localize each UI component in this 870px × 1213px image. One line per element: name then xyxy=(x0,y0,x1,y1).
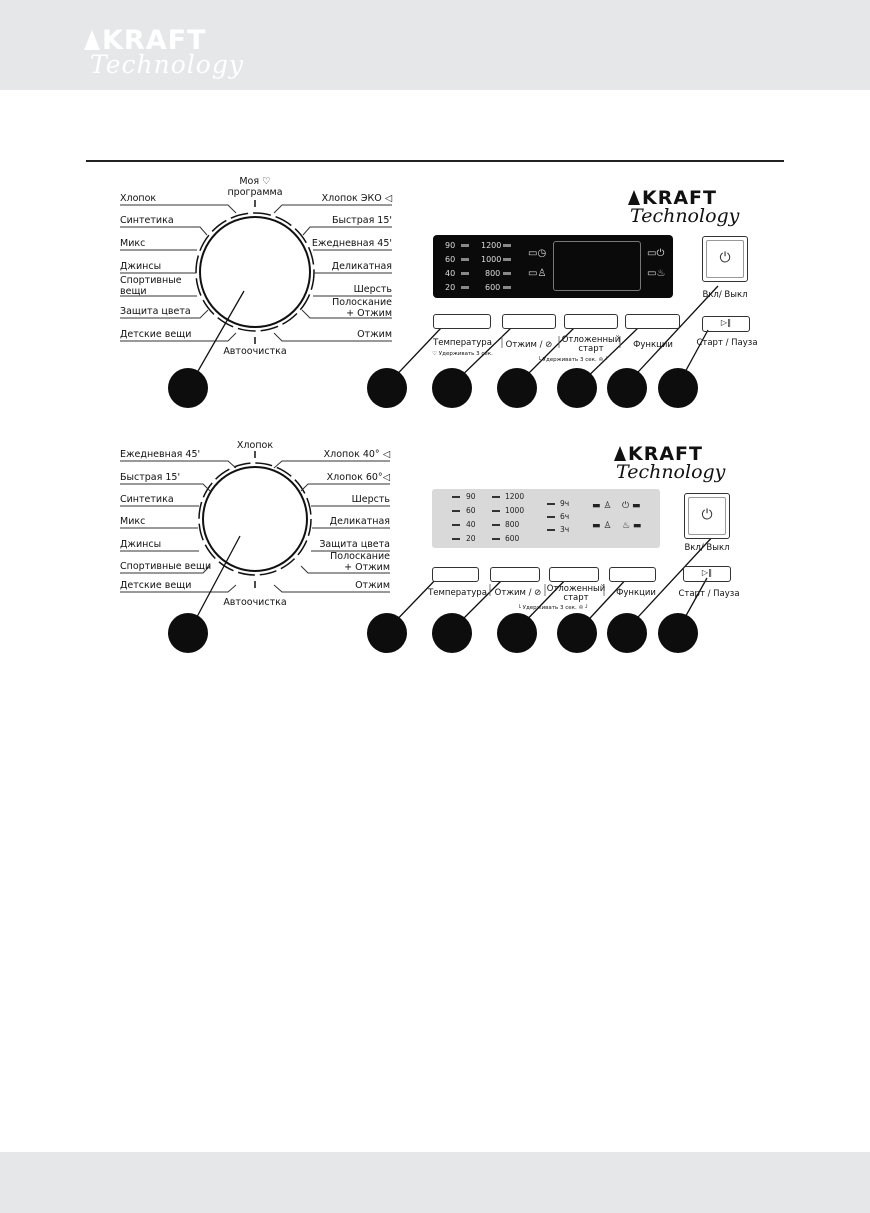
temp-indicator: 60 xyxy=(466,506,476,515)
led xyxy=(452,510,460,512)
play-pause-icon: ▷‖ xyxy=(701,568,713,577)
logo-word: KRAFT xyxy=(642,187,717,209)
child-lock-icon: ▭♙ xyxy=(528,268,547,279)
callout-marker xyxy=(367,613,407,653)
delay-indicator: 6ч xyxy=(560,512,570,521)
callout-marker xyxy=(497,613,537,653)
panel1-dial-bottom-label: Автоочистка xyxy=(223,346,287,357)
panel1-program-left: Микс xyxy=(120,238,146,249)
callout-marker xyxy=(658,613,698,653)
panel2-dial-bottom-label: Автоочистка xyxy=(223,597,287,608)
temperature-label: Температура xyxy=(428,588,487,598)
temp-indicator: 90 xyxy=(466,492,476,501)
power-button[interactable] xyxy=(684,493,730,539)
callout-marker xyxy=(168,613,208,653)
delay-indicator: 3ч xyxy=(560,525,570,534)
panel1-program-right: Быстрая 15' xyxy=(331,215,392,226)
panel2-brand-logo xyxy=(614,443,734,491)
panel2-dial-top-label: Хлопок xyxy=(236,440,274,451)
panel2-program-right: Шерсть xyxy=(351,494,390,505)
logo-script: Technology xyxy=(616,461,726,483)
panel1-program-right: Ежедневная 45' xyxy=(311,238,392,249)
panel1-program-left: Спортивные вещи xyxy=(120,275,182,297)
delay-clock-icon: ▭◷ xyxy=(528,248,547,259)
panel1-program-right: Шерсть xyxy=(353,284,392,295)
spin-button[interactable] xyxy=(490,567,540,582)
led xyxy=(452,496,460,498)
led xyxy=(452,538,460,540)
led xyxy=(452,524,460,526)
temperature-button[interactable] xyxy=(432,567,479,582)
led xyxy=(547,503,555,505)
temp-indicator: 90 xyxy=(445,241,456,250)
panel1-program-left: Защита цвета xyxy=(120,306,191,317)
functions-button[interactable] xyxy=(609,567,656,582)
logo-script: Technology xyxy=(90,50,244,79)
delay-start-button[interactable] xyxy=(549,567,599,582)
start-pause-label: Старт / Пауза xyxy=(696,338,758,348)
spin-indicator: 600 xyxy=(485,283,501,292)
power-indicator-icon: ▭⏻ xyxy=(647,248,665,259)
led xyxy=(547,529,555,531)
panel1-program-right: Отжим xyxy=(357,329,392,340)
spin-indicator: 1000 xyxy=(481,255,502,264)
spin-indicator: 800 xyxy=(485,269,501,278)
delay-hint: └ Удерживать 3 сек. ♔ ┘ xyxy=(537,357,609,363)
temp-indicator: 20 xyxy=(445,283,456,292)
panel2-program-left: Синтетика xyxy=(120,494,174,505)
spin-indicator: 800 xyxy=(505,520,520,529)
led xyxy=(547,516,555,518)
panel2-program-right: Защита цвета xyxy=(319,539,390,550)
panel2-program-right: Деликатная xyxy=(329,516,390,527)
panel2-program-right: Хлопок 40° ◁ xyxy=(323,449,390,460)
rinse-indicator-icon: ♨ ▬ xyxy=(622,521,642,531)
panel2-program-left: Ежедневная 45' xyxy=(120,449,201,460)
temperature-label: Температура xyxy=(433,338,492,348)
power-icon: ⏻ xyxy=(701,507,713,523)
spin-label: Отжим / ⊘ xyxy=(505,340,553,350)
led xyxy=(492,524,500,526)
footer-band xyxy=(0,1152,870,1213)
panel1-dial-top-label: Моя ♡ программа xyxy=(227,176,283,198)
spin-label: Отжим / ⊘ xyxy=(494,588,542,598)
led xyxy=(492,538,500,540)
delay-hint: └ Удерживать 3 сек. ♔ ┘ xyxy=(517,605,589,611)
panel1-program-left: Синтетика xyxy=(120,215,174,226)
panel2-program-left: Джинсы xyxy=(120,539,162,550)
panel2-program-left: Быстрая 15' xyxy=(120,472,181,483)
functions-label: Функции xyxy=(616,588,656,598)
callout-marker xyxy=(557,613,597,653)
child-lock-icon: ▬ ♙ xyxy=(592,501,612,511)
temp-indicator: 60 xyxy=(445,255,456,264)
led xyxy=(492,496,500,498)
panel2-program-left: Спортивные вещи xyxy=(120,561,212,572)
start-pause-button[interactable] xyxy=(683,566,731,582)
panel1-program-left: Детские вещи xyxy=(120,329,192,340)
functions-label: Функции xyxy=(633,340,673,350)
panel1-program-left: Джинсы xyxy=(120,261,162,272)
spin-indicator: 1000 xyxy=(505,506,525,515)
power-icon: ⏻ xyxy=(719,250,731,266)
callout-marker xyxy=(607,613,647,653)
panel2-program-left: Микс xyxy=(120,516,146,527)
play-pause-icon: ▷‖ xyxy=(720,318,732,327)
panel1-program-right: Хлопок ЭКО ◁ xyxy=(321,193,392,204)
logo-script: Technology xyxy=(630,205,740,227)
delay-label: Отложенный старт xyxy=(546,584,606,603)
power-label: Вкл/ Выкл xyxy=(702,290,748,300)
start-pause-label: Старт / Пауза xyxy=(678,589,740,599)
panel1-program-right: Деликатная xyxy=(331,261,392,272)
logo-word: KRAFT xyxy=(628,443,703,465)
led xyxy=(492,510,500,512)
temp-indicator: 20 xyxy=(466,534,476,543)
temp-lock-icon: ▬ ♙ xyxy=(592,521,612,531)
power-label: Вкл/ Выкл xyxy=(684,543,730,553)
panel1-program-right: Полоскание + Отжим xyxy=(332,297,392,319)
panel2-program-right: Отжим xyxy=(355,580,390,591)
logo-word: KRAFT xyxy=(102,25,207,56)
panel2-program-right: Полоскание + Отжим xyxy=(330,551,390,573)
temp-indicator: 40 xyxy=(466,520,476,529)
panel2-program-right: Хлопок 60°◁ xyxy=(326,472,390,483)
panel2-display xyxy=(432,489,660,548)
spin-indicator: 1200 xyxy=(481,241,502,250)
logo-mark-icon xyxy=(614,446,626,461)
callout-marker xyxy=(432,613,472,653)
rinse-indicator-icon: ▭♨ xyxy=(647,268,666,279)
panel2-program-left: Детские вещи xyxy=(120,580,192,591)
panel1-program-left: Хлопок xyxy=(120,193,157,204)
temp-indicator: 40 xyxy=(445,269,456,278)
spin-indicator: 1200 xyxy=(505,492,525,501)
spin-indicator: 600 xyxy=(505,534,520,543)
power-indicator-icon: ⏻ ▬ xyxy=(622,501,641,511)
delay-label: Отложенный старт xyxy=(561,335,621,354)
temperature-hint: ♡ Удерживать 3 сек. xyxy=(432,351,493,357)
delay-indicator: 9ч xyxy=(560,499,570,508)
